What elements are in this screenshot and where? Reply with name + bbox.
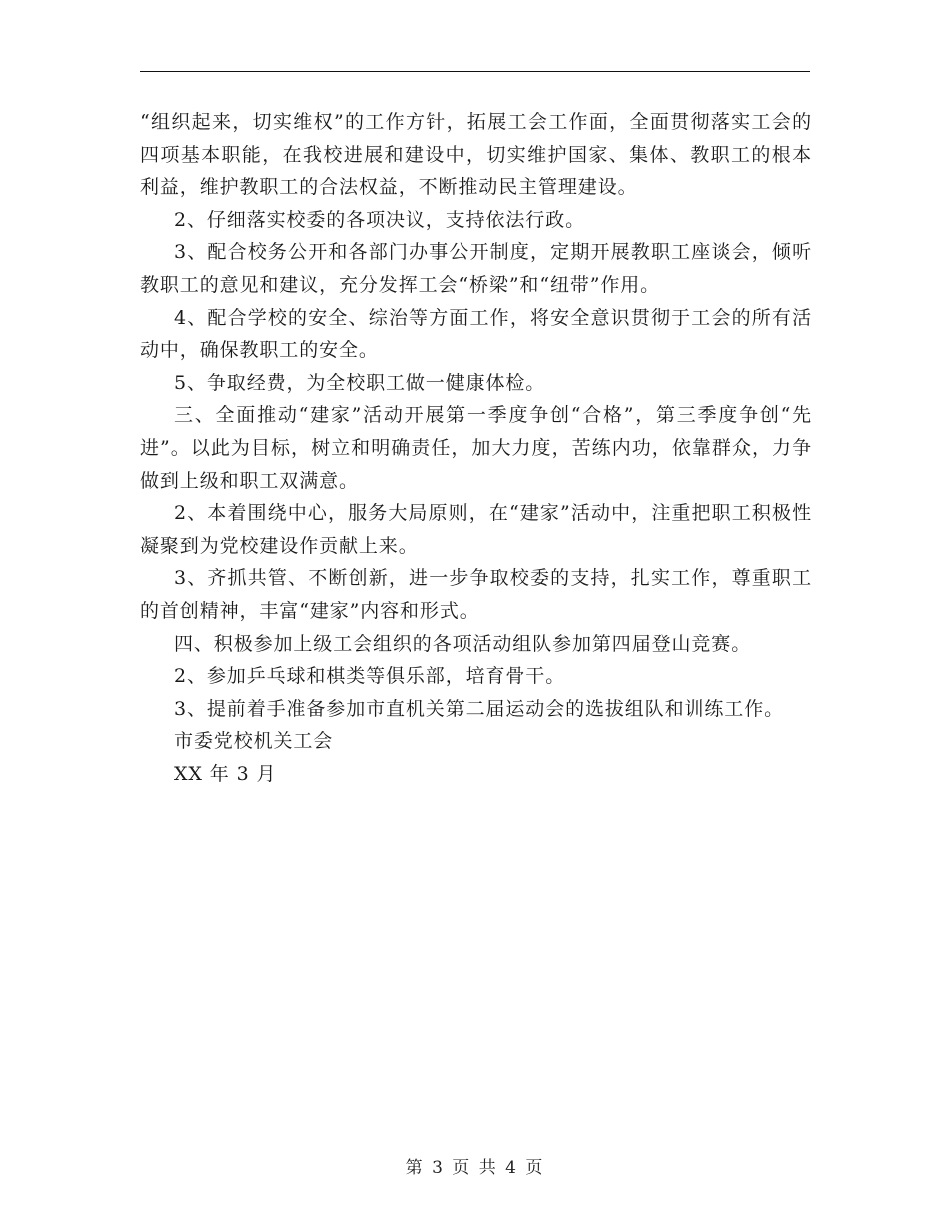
paragraph-continuation: “组织起来，切实维权”的工作方针，拓展工会工作面，全面贯彻落实工会的四项基本职能，在我校进展和建设中，切实维护国家、集体、教职工的根本利益，维护教职工的合法权益，不断推动民主管理建设。 xyxy=(140,111,812,199)
paragraph-item: 2、本着围绕中心，服务大局原则，在“建家”活动中，注重把职工积极性凝聚到为党校建设作贡献上来。 xyxy=(140,502,812,557)
paragraph-item: 3、提前着手准备参加市直机关第二届运动会的选拔组队和训练工作。 xyxy=(174,697,784,720)
paragraph-item: 2、仔细落实校委的各项决议，支持依法行政。 xyxy=(174,208,585,231)
header-rule xyxy=(140,71,810,72)
section-heading-paragraph: 三、全面推动“建家”活动开展第一季度争创“合格”，第三季度争创“先进”。以此为目标，树立和明确责任，加大力度，苦练内功，依靠群众，力争做到上级和职工双满意。 xyxy=(140,404,812,492)
page-number-footer: 第 3 页 共 4 页 xyxy=(405,1158,545,1178)
signature-date: XX 年 3 月 xyxy=(174,762,277,785)
paragraph-item: 4、配合学校的安全、综治等方面工作，将安全意识贯彻于工会的所有活动中，确保教职工的安全。 xyxy=(140,306,812,362)
signature-organization: 市委党校机关工会 xyxy=(174,730,334,753)
section-heading-paragraph: 四、积极参加上级工会组织的各项活动组队参加第四届登山竞赛。 xyxy=(174,632,752,655)
paragraph-item: 3、配合校务公开和各部门办事公开制度，定期开展教职工座谈会，倾听教职工的意见和建议，充分发挥工会“桥梁”和“纽带”作用。 xyxy=(140,241,812,296)
paragraph-item: 5、争取经费，为全校职工做一健康体检。 xyxy=(174,371,546,394)
paragraph-item: 2、参加乒乓球和棋类等俱乐部，培育骨干。 xyxy=(174,665,566,688)
paragraph-item: 3、齐抓共管、不断创新，进一步争取校委的支持，扎实工作，尊重职工的首创精神，丰富“建家”内容和形式。 xyxy=(140,567,812,622)
document-body xyxy=(140,106,812,790)
